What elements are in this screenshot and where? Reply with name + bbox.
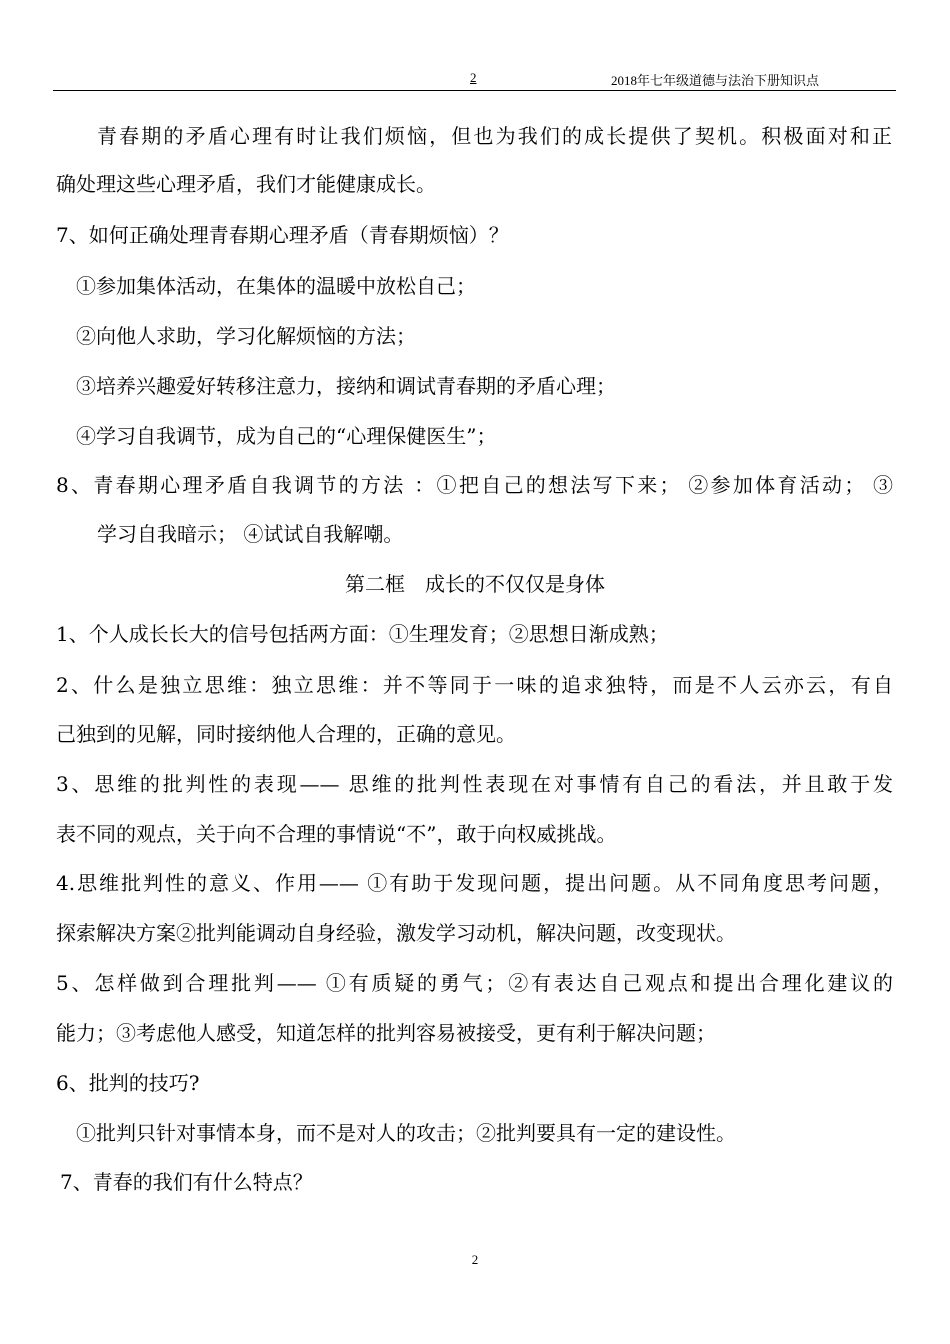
header-page-number: 2 <box>470 70 477 85</box>
list-item: ①批判只针对事情本身，而不是对人的攻击；②批判要具有一定的建设性。 <box>76 1121 736 1145</box>
paragraph-line: 8、青春期心理矛盾自我调节的方法 ：①把自己的想法写下来； ②参加体育活动； ③ <box>56 473 893 497</box>
page-header <box>53 68 896 91</box>
paragraph-line: 4.思维批判性的意义、作用—— ①有助于发现问题，提出问题。从不同角度思考问题， <box>56 871 893 895</box>
paragraph-line: 确处理这些心理矛盾，我们才能健康成长。 <box>56 172 436 196</box>
paragraph-line: 能力；③考虑他人感受，知道怎样的批判容易被接受，更有利于解决问题； <box>56 1021 716 1045</box>
paragraph-line: 表不同的观点，关于向不合理的事情说“不”，敢于向权威挑战。 <box>56 822 617 846</box>
list-item: ④学习自我调节，成为自己的“心理保健医生”； <box>76 424 497 448</box>
list-item: ①参加集体活动，在集体的温暖中放松自己； <box>76 274 476 298</box>
paragraph-line: 3、思维的批判性的表现—— 思维的批判性表现在对事情有自己的看法，并且敢于发 <box>56 772 893 796</box>
question-heading: 7、如何正确处理青春期心理矛盾（青春期烦恼）？ <box>56 223 509 247</box>
question-heading: 6、批判的技巧? <box>56 1071 200 1095</box>
section-heading: 第二框 成长的不仅仅是身体 <box>345 572 605 596</box>
paragraph-line: 己独到的见解，同时接纳他人合理的，正确的意见。 <box>56 722 516 746</box>
paragraph-line: 2、什么是独立思维：独立思维：并不等同于一味的追求独特，而是不人云亦云，有自 <box>56 673 893 697</box>
list-item: ②向他人求助，学习化解烦恼的方法； <box>76 324 416 348</box>
paragraph-line: 学习自我暗示； ④试试自我解嘲。 <box>97 522 404 546</box>
paragraph-line: 1、个人成长长大的信号包括两方面：①生理发育；②思想日渐成熟； <box>56 622 669 646</box>
list-item: ③培养兴趣爱好转移注意力，接纳和调试青春期的矛盾心理； <box>76 374 616 398</box>
page-footer-number: 2 <box>471 1252 479 1267</box>
header-title: 2018年七年级道德与法治下册知识点 <box>611 73 820 88</box>
paragraph-line: 5、怎样做到合理批判—— ①有质疑的勇气；②有表达自己观点和提出合理化建议的 <box>56 971 893 995</box>
question-heading: 7、青春的我们有什么特点？ <box>60 1170 313 1194</box>
paragraph-line: 探索解决方案②批判能调动自身经验，激发学习动机，解决问题，改变现状。 <box>56 921 736 945</box>
paragraph-line: 青春期的矛盾心理有时让我们烦恼，但也为我们的成长提供了契机。积极面对和正 <box>97 124 892 148</box>
